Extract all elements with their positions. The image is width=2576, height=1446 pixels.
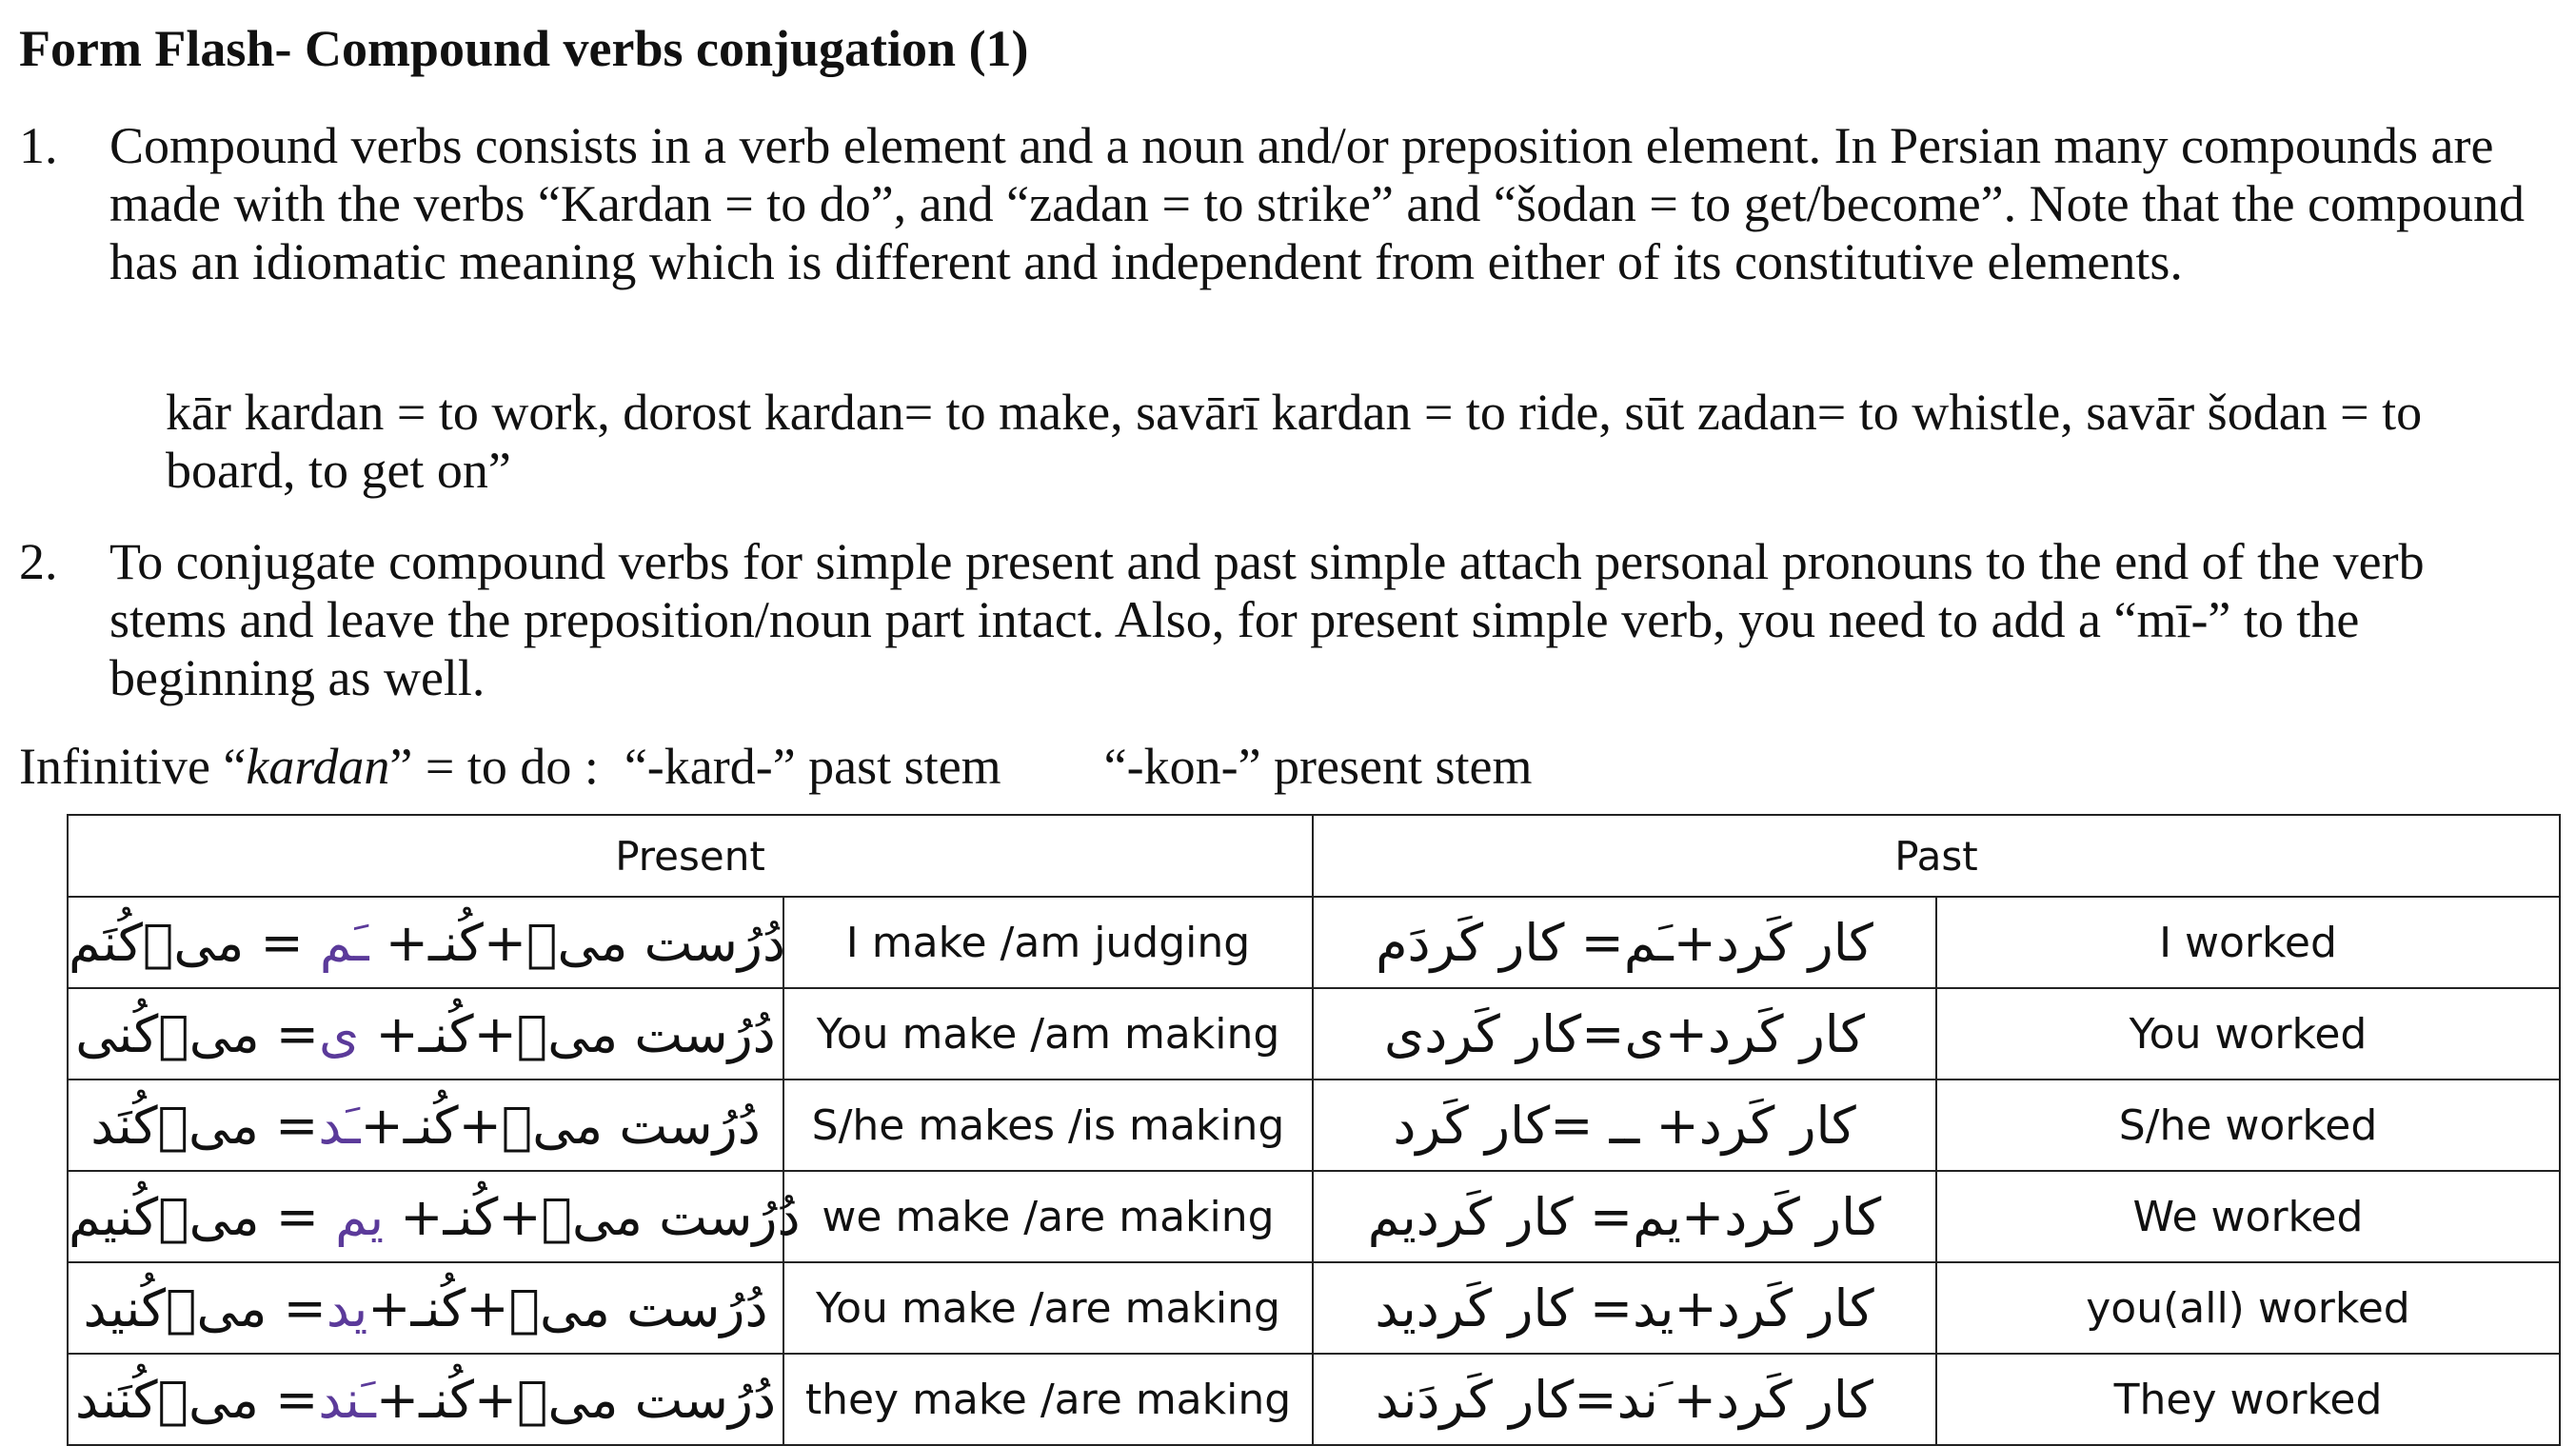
present-persian-result: = میٖ‌کُنیم [69,1186,336,1247]
table-row [68,897,2560,988]
table-row [68,1171,2560,1262]
present-persian-ending: یم [335,1186,385,1247]
header-past: Past [1313,815,2560,897]
present-persian-cell [68,1354,783,1445]
present-persian-cell [68,1171,801,1262]
present-english-cell: we make /are making [783,1171,1313,1262]
present-english-cell: I make /am judging [783,897,1313,988]
present-persian-stem: دُرُست میٖ+کُنـ+ [359,1003,776,1064]
present-persian-ending: ـَد [318,1095,361,1156]
table-row [68,1262,2560,1354]
present-persian-cell [68,897,786,988]
present-persian-result: = میٖ‌کُنی [75,1003,320,1064]
past-english-cell: They worked [1936,1354,2560,1445]
past-persian-text: کار کَرد+ َند=کار کَردَند [1376,1369,1873,1430]
table-row [68,988,2560,1080]
past-english-cell: We worked [1936,1171,2560,1262]
present-persian-cell [68,988,783,1080]
infinitive-rest: ” = to do : “-kard-” past stem “-kon-” present stem [389,738,1533,795]
present-persian-result: = میٖ‌کُنید [83,1278,327,1338]
past-persian-text: کار کَرد+ ــ =کار کَرد [1393,1095,1856,1156]
page-title: Form Flash- Compound verbs conjugation (1) [19,20,1029,77]
past-english-cell: you(all) worked [1936,1262,2560,1354]
list-number: 1. [19,117,58,174]
past-persian-cell [1313,1354,1936,1445]
list-text: Compound verbs consists in a verb element and a noun and/or preposition element. In Persian many compounds are made with the verbs “Kardan = to do”, and “zadan = to strike” and “šodan = to get/become”. Note that the compound has an idiomatic meaning which is different and independent from either of its constitutive elements. [109,117,2526,290]
present-english-cell: S/he makes /is making [783,1080,1313,1171]
present-persian-ending: ـَم [319,912,369,973]
present-persian-cell [68,1080,783,1171]
present-persian-stem: دُرُست میٖ+کُنـ+ [360,1095,761,1156]
past-persian-cell [1313,1171,1936,1262]
past-persian-text: کار کَرد+ی=کار کَردی [1384,1003,1865,1064]
past-english-cell: You worked [1936,988,2560,1080]
header-present: Present [68,815,1313,897]
past-persian-text: کار کَرد+ـَم= کار کَردَم [1376,912,1873,973]
past-persian-cell [1313,897,1936,988]
list-item-2 [19,533,2542,707]
past-english-cell: S/he worked [1936,1080,2560,1171]
past-persian-text: کار کَرد+ید= کار کَردید [1375,1278,1874,1338]
present-persian-ending: ید [326,1278,368,1338]
present-persian-stem: دُرُست میٖ+کُنـ+ [375,1369,777,1430]
present-persian-result: = میٖ‌کُنَم [69,912,320,973]
infinitive-prefix: Infinitive “ [19,738,247,795]
present-persian-stem: دُرُست میٖ+کُنـ+ [384,1186,801,1247]
list-item-1 [19,117,2542,291]
table-row [68,1354,2560,1445]
list-text: To conjugate compound verbs for simple present and past simple attach personal pronouns to the end of the verb stems and leave the preposition/noun part intact. Also, for present simple verb, you need to add a “mī-” to the beginning as well. [109,533,2425,706]
table-row [68,1080,2560,1171]
examples-paragraph: kār kardan = to work, dorost kardan= to make, savārī kardan = to ride, sūt zadan= to whistle, savār šodan = to board, to get on” [166,384,2423,499]
past-persian-text: کار کَرد+یم= کار کَردیم [1367,1186,1882,1247]
table-header-row [68,815,2560,897]
present-persian-result: = میٖ‌کُنَد [90,1095,319,1156]
past-english-cell: I worked [1936,897,2560,988]
present-persian-stem: دُرُست میٖ+کُنـ+ [367,1278,768,1338]
table-body [68,897,2560,1445]
present-persian-result: = میٖ‌کُنَند [74,1369,319,1430]
past-persian-cell [1313,988,1936,1080]
infinitive-word: kardan [246,738,390,795]
present-persian-stem: دُرُست میٖ+کُنـ+ [368,912,786,973]
infinitive-line [19,738,1532,796]
past-persian-cell [1313,1080,1936,1171]
present-english-cell: they make /are making [783,1354,1313,1445]
present-english-cell: You make /am making [783,988,1313,1080]
present-english-cell: You make /are making [783,1262,1313,1354]
conjugation-table [67,814,2561,1446]
present-persian-cell [68,1262,783,1354]
present-persian-ending: ی [319,1003,360,1064]
past-persian-cell [1313,1262,1936,1354]
present-persian-ending: ـَند [318,1369,376,1430]
list-number: 2. [19,533,58,590]
